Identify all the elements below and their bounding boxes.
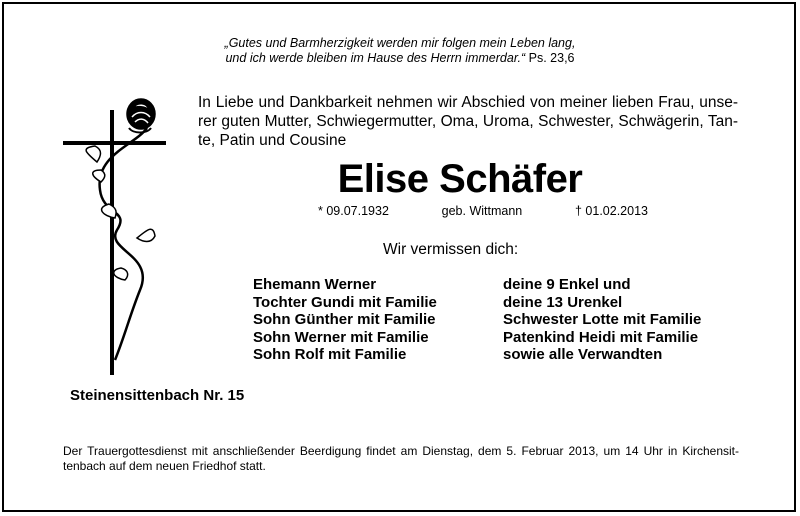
mourner-item: Sohn Werner mit Familie <box>253 328 429 346</box>
bible-quote <box>190 36 610 66</box>
quote-reference: Ps. 23,6 <box>528 51 575 65</box>
service-info <box>63 444 739 474</box>
intro-text <box>198 93 738 150</box>
miss-text: Wir vermissen dich: <box>383 241 519 258</box>
mourner-item: Patenkind Heidi mit Familie <box>503 328 699 346</box>
life-dates <box>318 204 648 218</box>
maiden-name: geb. Wittmann <box>441 204 523 218</box>
mourner-item: Tochter Gundi mit Familie <box>253 293 437 311</box>
mourners-right <box>503 276 701 364</box>
service-line-1: Der Trauergottesdienst mit anschließender Beerdigung findet am Dienstag, dem 5. Februar 2013, um 14 Uhr in Kirchensit- <box>63 444 739 458</box>
mourner-item: sowie alle Verwandten <box>503 346 663 363</box>
death-date: † 01.02.2013 <box>575 204 648 218</box>
mourner-item: Ehemann Werner <box>253 276 377 293</box>
quote-line-2: und ich werde bleiben im Hause des Herrn immerdar.“ Ps. 23,6 <box>225 51 575 65</box>
intro-line-2: rer guten Mutter, Schwiegermutter, Oma, Uroma, Schwester, Schwägerin, Tan- <box>198 113 738 130</box>
address: Steinensittenbach Nr. 15 <box>70 387 245 404</box>
mourner-item: deine 13 Urenkel <box>503 293 623 311</box>
intro-line-1: In Liebe und Dankbarkeit nehmen wir Abschied von meiner lieben Frau, unse- <box>198 94 738 111</box>
service-line-2: tenbach auf dem neuen Friedhof statt. <box>63 459 266 473</box>
mourner-item: Sohn Günther mit Familie <box>253 311 436 328</box>
birth-date: * 09.07.1932 <box>318 204 389 218</box>
mourner-item: Sohn Rolf mit Familie <box>253 346 407 363</box>
cross-with-rose-icon <box>55 90 175 380</box>
mourner-item: Schwester Lotte mit Familie <box>503 311 702 328</box>
mourner-item: deine 9 Enkel und <box>503 276 631 293</box>
intro-line-3: te, Patin und Cousine <box>198 132 347 149</box>
mourners-left <box>253 276 437 364</box>
deceased-name: Elise Schäfer <box>337 157 583 201</box>
quote-line-1: „Gutes und Barmherzigkeit werden mir folgen mein Leben lang, <box>224 36 576 50</box>
